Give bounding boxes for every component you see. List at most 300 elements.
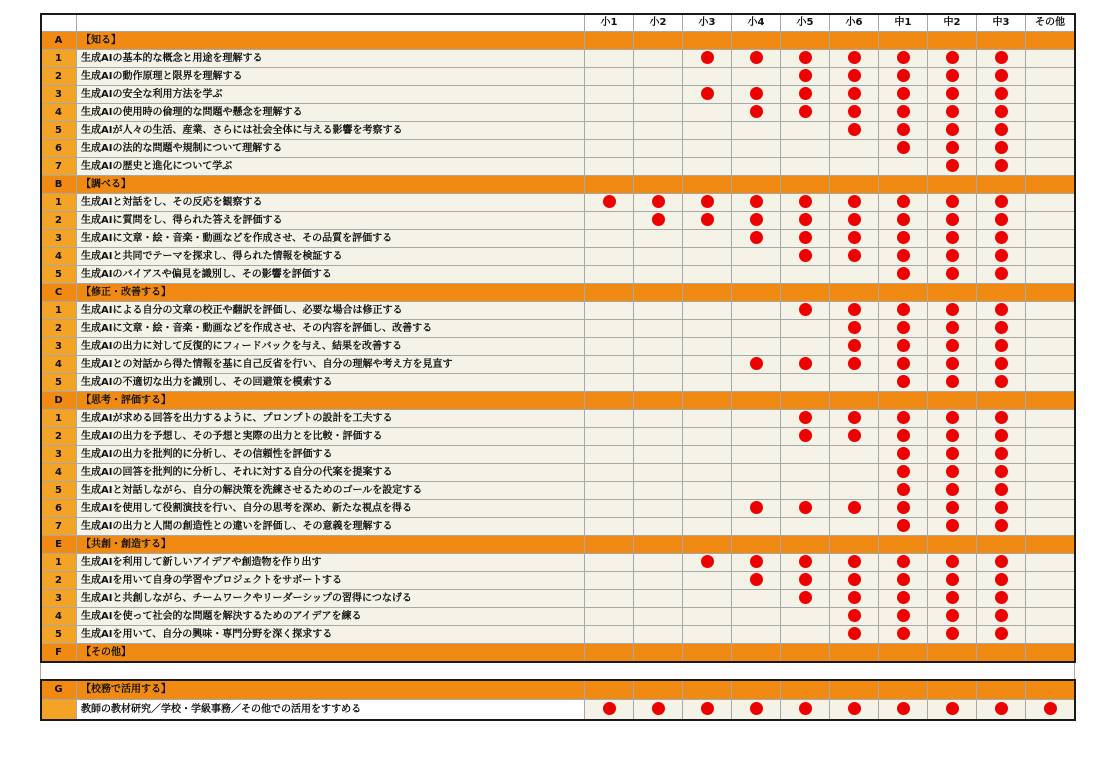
section-cell (585, 32, 634, 50)
applicable-dot (799, 87, 812, 100)
applicable-dot (995, 591, 1008, 604)
applicable-dot (897, 267, 910, 280)
applicable-dot (848, 231, 861, 244)
item-number: 1 (41, 50, 77, 68)
applicable-dot (995, 105, 1008, 118)
grade-cell (781, 464, 830, 482)
applicable-dot (946, 303, 959, 316)
item-text: 生成AIを使って社会的な問題を解決するためのアイデアを練る (77, 608, 585, 626)
applicable-dot (946, 231, 959, 244)
grade-cell (634, 140, 683, 158)
grade-cell (781, 212, 830, 230)
grade-cell (781, 482, 830, 500)
grade-cell (977, 248, 1026, 266)
grade-cell (830, 626, 879, 644)
grade-cell (879, 482, 928, 500)
grade-cell (928, 50, 977, 68)
grade-cell (781, 302, 830, 320)
section-cell (879, 32, 928, 50)
grade-cell (977, 86, 1026, 104)
grade-cell (634, 104, 683, 122)
item-text: 生成AIを用いて自身の学習やプロジェクトをサポートする (77, 572, 585, 590)
grade-cell (732, 338, 781, 356)
applicable-dot (946, 123, 959, 136)
grade-cell (683, 104, 732, 122)
applicable-dot (946, 411, 959, 424)
applicable-dot (946, 213, 959, 226)
applicable-dot (995, 159, 1008, 172)
grade-cell (1026, 266, 1075, 284)
grade-cell (928, 194, 977, 212)
grade-cell (732, 482, 781, 500)
section-cell (585, 392, 634, 410)
grade-header: 小6 (830, 14, 879, 32)
grade-cell (732, 140, 781, 158)
grade-cell (732, 50, 781, 68)
section-cell (977, 32, 1026, 50)
grade-cell (732, 428, 781, 446)
section-cell (830, 392, 879, 410)
applicable-dot (995, 357, 1008, 370)
applicable-dot (995, 702, 1008, 715)
section-cell (977, 536, 1026, 554)
grade-cell (928, 266, 977, 284)
grade-cell (977, 50, 1026, 68)
section-cell (928, 680, 977, 700)
grade-cell (585, 212, 634, 230)
applicable-dot (799, 357, 812, 370)
grade-cell (585, 104, 634, 122)
item-text: 生成AIの法的な問題や規制について理解する (77, 140, 585, 158)
section-cell (585, 536, 634, 554)
grade-cell (683, 338, 732, 356)
grade-cell (732, 194, 781, 212)
grade-cell (585, 320, 634, 338)
grade-cell (928, 320, 977, 338)
item-text: 生成AIの不適切な出力を識別し、その回避策を模索する (77, 374, 585, 392)
section-cell (781, 176, 830, 194)
grade-cell (683, 374, 732, 392)
grade-cell (585, 700, 634, 720)
applicable-dot (848, 627, 861, 640)
grade-cell (683, 482, 732, 500)
section-cell (781, 392, 830, 410)
applicable-dot (995, 573, 1008, 586)
section-cell (732, 392, 781, 410)
applicable-dot (946, 141, 959, 154)
section-cell (977, 392, 1026, 410)
applicable-dot (799, 429, 812, 442)
grade-cell (1026, 446, 1075, 464)
grade-cell (977, 212, 1026, 230)
applicable-dot (946, 609, 959, 622)
applicable-dot (799, 702, 812, 715)
grade-cell (1026, 608, 1075, 626)
section-cell (928, 176, 977, 194)
grade-cell (879, 266, 928, 284)
applicable-dot (995, 51, 1008, 64)
section-cell (879, 284, 928, 302)
applicable-dot (946, 519, 959, 532)
applicable-dot (897, 195, 910, 208)
item-text: 生成AIによる自分の文章の校正や翻訳を評価し、必要な場合は修正する (77, 302, 585, 320)
grade-cell (683, 302, 732, 320)
section-cell (683, 644, 732, 662)
applicable-dot (799, 231, 812, 244)
grade-cell (585, 500, 634, 518)
applicable-dot (946, 249, 959, 262)
grade-header: 中2 (928, 14, 977, 32)
section-title: 【共創・創造する】 (77, 536, 585, 554)
grade-cell (830, 230, 879, 248)
section-title: 【調べる】 (77, 176, 585, 194)
grade-cell (732, 230, 781, 248)
grade-cell (1026, 572, 1075, 590)
grade-cell (634, 230, 683, 248)
applicable-dot (995, 519, 1008, 532)
item-text: 生成AIの出力を予想し、その予想と実際の出力とを比較・評価する (77, 428, 585, 446)
grade-cell (634, 68, 683, 86)
section-cell (634, 32, 683, 50)
applicable-dot (897, 141, 910, 154)
applicable-dot (995, 375, 1008, 388)
grade-cell (879, 194, 928, 212)
grade-cell (977, 482, 1026, 500)
grade-cell (585, 464, 634, 482)
grade-cell (585, 140, 634, 158)
section-title: 【知る】 (77, 32, 585, 50)
applicable-dot (897, 501, 910, 514)
applicable-dot (701, 51, 714, 64)
grade-cell (683, 626, 732, 644)
table-row (41, 500, 1075, 518)
section-cell (732, 644, 781, 662)
grade-cell (879, 554, 928, 572)
section-cell (781, 644, 830, 662)
grade-cell (781, 700, 830, 720)
applicable-dot (848, 555, 861, 568)
section-cell (683, 680, 732, 700)
grade-cell (634, 700, 683, 720)
applicable-dot (946, 465, 959, 478)
table-row (41, 302, 1075, 320)
applicable-dot (750, 87, 763, 100)
table-row (41, 122, 1075, 140)
table-row (41, 608, 1075, 626)
applicable-dot (750, 702, 763, 715)
grade-cell (879, 428, 928, 446)
grade-cell (634, 302, 683, 320)
section-cell (1026, 536, 1075, 554)
grade-cell (683, 518, 732, 536)
applicable-dot (603, 702, 616, 715)
grade-cell (928, 122, 977, 140)
applicable-dot (799, 105, 812, 118)
applicable-dot (995, 627, 1008, 640)
table-row (41, 446, 1075, 464)
grade-cell (830, 320, 879, 338)
applicable-dot (799, 573, 812, 586)
table-row (41, 482, 1075, 500)
grade-cell (585, 482, 634, 500)
applicable-dot (897, 447, 910, 460)
grade-cell (879, 500, 928, 518)
grade-cell (683, 266, 732, 284)
grade-cell (683, 194, 732, 212)
grade-cell (634, 428, 683, 446)
grade-cell (781, 50, 830, 68)
grade-header: 中3 (977, 14, 1026, 32)
applicable-dot (750, 231, 763, 244)
grade-cell (879, 700, 928, 720)
table-row (41, 374, 1075, 392)
applicable-dot (897, 249, 910, 262)
grade-cell (732, 572, 781, 590)
grade-cell (977, 338, 1026, 356)
table-row (41, 68, 1075, 86)
grade-cell (683, 140, 732, 158)
grade-cell (732, 320, 781, 338)
grade-cell (977, 68, 1026, 86)
applicable-dot (946, 321, 959, 334)
grade-cell (830, 428, 879, 446)
grade-cell (830, 140, 879, 158)
grade-cell (732, 356, 781, 374)
section-cell (634, 644, 683, 662)
grade-cell (781, 608, 830, 626)
applicable-dot (897, 321, 910, 334)
grade-cell (781, 590, 830, 608)
grade-cell (585, 194, 634, 212)
grade-cell (928, 554, 977, 572)
grade-cell (879, 230, 928, 248)
section-title: 【その他】 (77, 644, 585, 662)
grade-cell (1026, 482, 1075, 500)
grade-cell (830, 464, 879, 482)
grade-cell (585, 626, 634, 644)
grade-cell (977, 700, 1026, 720)
item-text: 生成AIと共同でテーマを探求し、得られた情報を検証する (77, 248, 585, 266)
grade-cell (683, 122, 732, 140)
grade-cell (1026, 194, 1075, 212)
grade-cell (585, 68, 634, 86)
section-cell (1026, 392, 1075, 410)
applicable-dot (946, 375, 959, 388)
table-row (41, 338, 1075, 356)
table-row (41, 194, 1075, 212)
item-number: 1 (41, 302, 77, 320)
grade-cell (879, 464, 928, 482)
applicable-dot (701, 213, 714, 226)
applicable-dot (848, 357, 861, 370)
item-text: 生成AIと対話しながら、自分の解決策を洗練させるためのゴールを設定する (77, 482, 585, 500)
grade-cell (585, 230, 634, 248)
section-cell (732, 176, 781, 194)
applicable-dot (897, 465, 910, 478)
applicable-dot (750, 51, 763, 64)
applicable-dot (897, 375, 910, 388)
item-text: 生成AIの歴史と進化について学ぶ (77, 158, 585, 176)
section-cell (732, 284, 781, 302)
grade-cell (879, 374, 928, 392)
applicable-dot (946, 357, 959, 370)
applicable-dot (701, 702, 714, 715)
grade-cell (585, 590, 634, 608)
grade-cell (879, 356, 928, 374)
section-cell (977, 176, 1026, 194)
grade-cell (781, 572, 830, 590)
item-text: 教師の教材研究／学校・学級事務／その他での活用をすすめる (77, 700, 585, 720)
grade-cell (683, 158, 732, 176)
applicable-dot (995, 69, 1008, 82)
section-letter: D (41, 392, 77, 410)
item-number: 2 (41, 428, 77, 446)
section-letter: B (41, 176, 77, 194)
grade-cell (732, 500, 781, 518)
item-number: 1 (41, 194, 77, 212)
section-cell (830, 680, 879, 700)
applicable-dot (750, 105, 763, 118)
grade-cell (928, 356, 977, 374)
grade-cell (977, 428, 1026, 446)
item-number: 2 (41, 572, 77, 590)
item-text: 生成AIの出力と人間の創造性との違いを評価し、その意義を理解する (77, 518, 585, 536)
grade-cell (634, 212, 683, 230)
section-row-D (41, 392, 1075, 410)
section-cell (732, 680, 781, 700)
applicable-dot (799, 249, 812, 262)
applicable-dot (750, 573, 763, 586)
grade-cell (830, 500, 879, 518)
applicable-dot (750, 357, 763, 370)
grade-cell (781, 356, 830, 374)
grade-cell (781, 626, 830, 644)
grade-cell (1026, 320, 1075, 338)
applicable-dot (848, 195, 861, 208)
grade-cell (732, 302, 781, 320)
section-cell (1026, 284, 1075, 302)
grade-cell (1026, 158, 1075, 176)
section-cell (928, 644, 977, 662)
grade-cell (634, 572, 683, 590)
header-label (77, 14, 585, 32)
item-number (41, 700, 77, 720)
section-cell (634, 176, 683, 194)
grade-cell (781, 446, 830, 464)
applicable-dot (848, 609, 861, 622)
applicable-dot (848, 123, 861, 136)
grade-cell (683, 410, 732, 428)
grade-cell (928, 500, 977, 518)
grade-cell (585, 608, 634, 626)
grade-header: 小5 (781, 14, 830, 32)
grade-cell (830, 50, 879, 68)
grade-cell (683, 590, 732, 608)
grade-cell (1026, 212, 1075, 230)
grade-cell (928, 572, 977, 590)
applicable-dot (799, 51, 812, 64)
applicable-dot (897, 519, 910, 532)
grade-cell (928, 68, 977, 86)
grade-cell (830, 410, 879, 428)
item-number: 5 (41, 482, 77, 500)
applicable-dot (848, 321, 861, 334)
grade-cell (977, 104, 1026, 122)
applicable-dot (897, 411, 910, 424)
grade-cell (830, 554, 879, 572)
applicable-dot (1044, 702, 1057, 715)
grade-cell (977, 266, 1026, 284)
section-cell (732, 536, 781, 554)
grade-cell (585, 554, 634, 572)
table-row (41, 140, 1075, 158)
grade-cell (1026, 590, 1075, 608)
grade-cell (928, 608, 977, 626)
grade-cell (879, 518, 928, 536)
grade-cell (634, 248, 683, 266)
applicable-dot (799, 555, 812, 568)
grade-cell (928, 518, 977, 536)
section-cell (977, 680, 1026, 700)
grade-cell (781, 374, 830, 392)
grade-cell (830, 374, 879, 392)
section-cell (830, 644, 879, 662)
grade-cell (781, 500, 830, 518)
applicable-dot (897, 69, 910, 82)
item-number: 6 (41, 500, 77, 518)
grade-header: 小3 (683, 14, 732, 32)
section-cell (879, 176, 928, 194)
section-row-F (41, 644, 1075, 662)
section-cell (683, 176, 732, 194)
item-number: 3 (41, 230, 77, 248)
item-number: 1 (41, 410, 77, 428)
grade-cell (830, 446, 879, 464)
grade-cell (879, 50, 928, 68)
table-row (41, 248, 1075, 266)
section-cell (879, 680, 928, 700)
grade-cell (1026, 248, 1075, 266)
item-number: 2 (41, 320, 77, 338)
applicable-dot (946, 51, 959, 64)
section-cell (683, 392, 732, 410)
grade-cell (732, 700, 781, 720)
grade-cell (928, 700, 977, 720)
grade-cell (732, 212, 781, 230)
grade-cell (732, 554, 781, 572)
item-text: 生成AIの安全な利用方法を学ぶ (77, 86, 585, 104)
grade-cell (732, 68, 781, 86)
grade-cell (683, 248, 732, 266)
applicable-dot (946, 483, 959, 496)
section-title: 【思考・評価する】 (77, 392, 585, 410)
section-cell (830, 176, 879, 194)
applicable-dot (848, 501, 861, 514)
applicable-dot (946, 339, 959, 352)
applicable-dot (995, 609, 1008, 622)
applicable-dot (897, 609, 910, 622)
applicable-dot (946, 267, 959, 280)
grade-cell (977, 356, 1026, 374)
table-row (41, 464, 1075, 482)
table-row (41, 590, 1075, 608)
applicable-dot (799, 303, 812, 316)
grade-cell (732, 86, 781, 104)
applicable-dot (946, 447, 959, 460)
applicable-dot (701, 195, 714, 208)
applicable-dot (995, 465, 1008, 478)
grade-cell (634, 410, 683, 428)
